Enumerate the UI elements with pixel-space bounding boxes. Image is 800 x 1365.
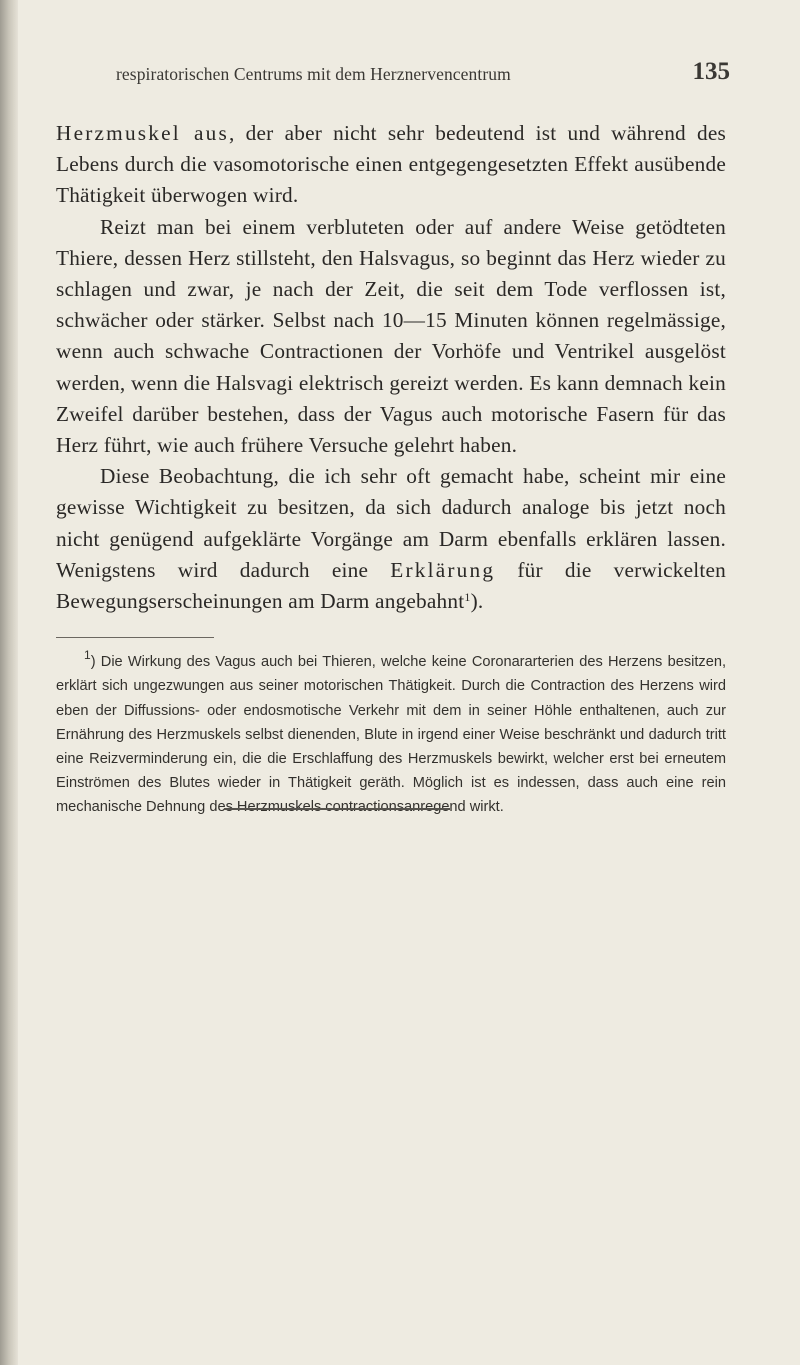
main-text	[56, 118, 726, 617]
footnote-marker: 1	[84, 648, 91, 663]
footnote-reference[interactable]: 1	[464, 590, 471, 605]
running-title: respiratorischen Centrums mit dem Herznervencentrum	[116, 64, 511, 84]
book-page	[56, 58, 730, 820]
page-number: 135	[692, 58, 730, 85]
footnote-text: ) Die Wirkung des Vagus auch bei Thieren, welche keine Coronararterien des Herzens besitzen, erklärt sich ungezwungen aus seiner motorischen Thätigkeit. Durch die Contraction des Herzens wird eben der Diffussions- oder endosmotische Verkehr mit dem in seiner Höhle enthaltenen, auch zur Ernährung des Herzmuskels selbst dienenden, Blute in irgend einer Weise beschränkt und dadurch tritt eine Reizverminderung ein, die die Erschlaffung des Herzmuskels bewirkt, welcher erst bei erneutem Einströmen des Blutes wieder in Thätigkeit geräth. Möglich ist es indessen, dass auch eine rein mechanische Dehnung des Herzmuskels contractionsanregend wirkt.	[56, 654, 726, 816]
paragraph-text: ).	[470, 589, 484, 614]
paragraph-3	[56, 461, 726, 617]
footnote-divider	[56, 637, 214, 638]
paragraph-text: für die verwickelten Bewegungserscheinungen am Darm angebahnt	[56, 557, 726, 614]
spaced-emphasis: Herzmuskel aus	[56, 121, 230, 145]
paragraph-text: Diese Beobachtung, die ich sehr oft gemacht habe, scheint mir eine gewisse Wichtigkeit zu besitzen, da sich dadurch analoge bis jetzt noch nicht genügend aufgeklärte Vorgänge am Darm ebenfalls erklären lassen. Wenigstens wird dadurch eine	[56, 464, 726, 582]
spaced-emphasis: Erklärung	[390, 557, 496, 582]
paragraph-text: , der aber nicht sehr bedeutend ist und während des Lebens durch die vasomotorische einen entgegengesetzten Effekt ausübende Thätigkeit überwogen wird.	[56, 121, 726, 208]
binding-shadow	[0, 0, 18, 1365]
end-rule	[224, 808, 450, 810]
paragraph-1	[56, 118, 726, 212]
footnote	[56, 650, 726, 819]
paragraph-2: Reizt man bei einem verbluteten oder auf andere Weise getödteten Thiere, dessen Herz stillsteht, den Halsvagus, so beginnt das Herz wieder zu schlagen und zwar, je nach der Zeit, die seit dem Tode verflossen ist, schwächer oder stärker. Selbst nach 10—15 Minuten können regelmässige, wenn auch schwache Contractionen der Vorhöfe und Ventrikel ausgelöst werden, wenn die Halsvagi elektrisch gereizt werden. Es kann demnach kein Zweifel darüber bestehen, dass der Vagus auch motorische Fasern für das Herz führt, wie auch frühere Versuche gelehrt haben.	[56, 214, 726, 458]
page-header	[56, 58, 730, 92]
